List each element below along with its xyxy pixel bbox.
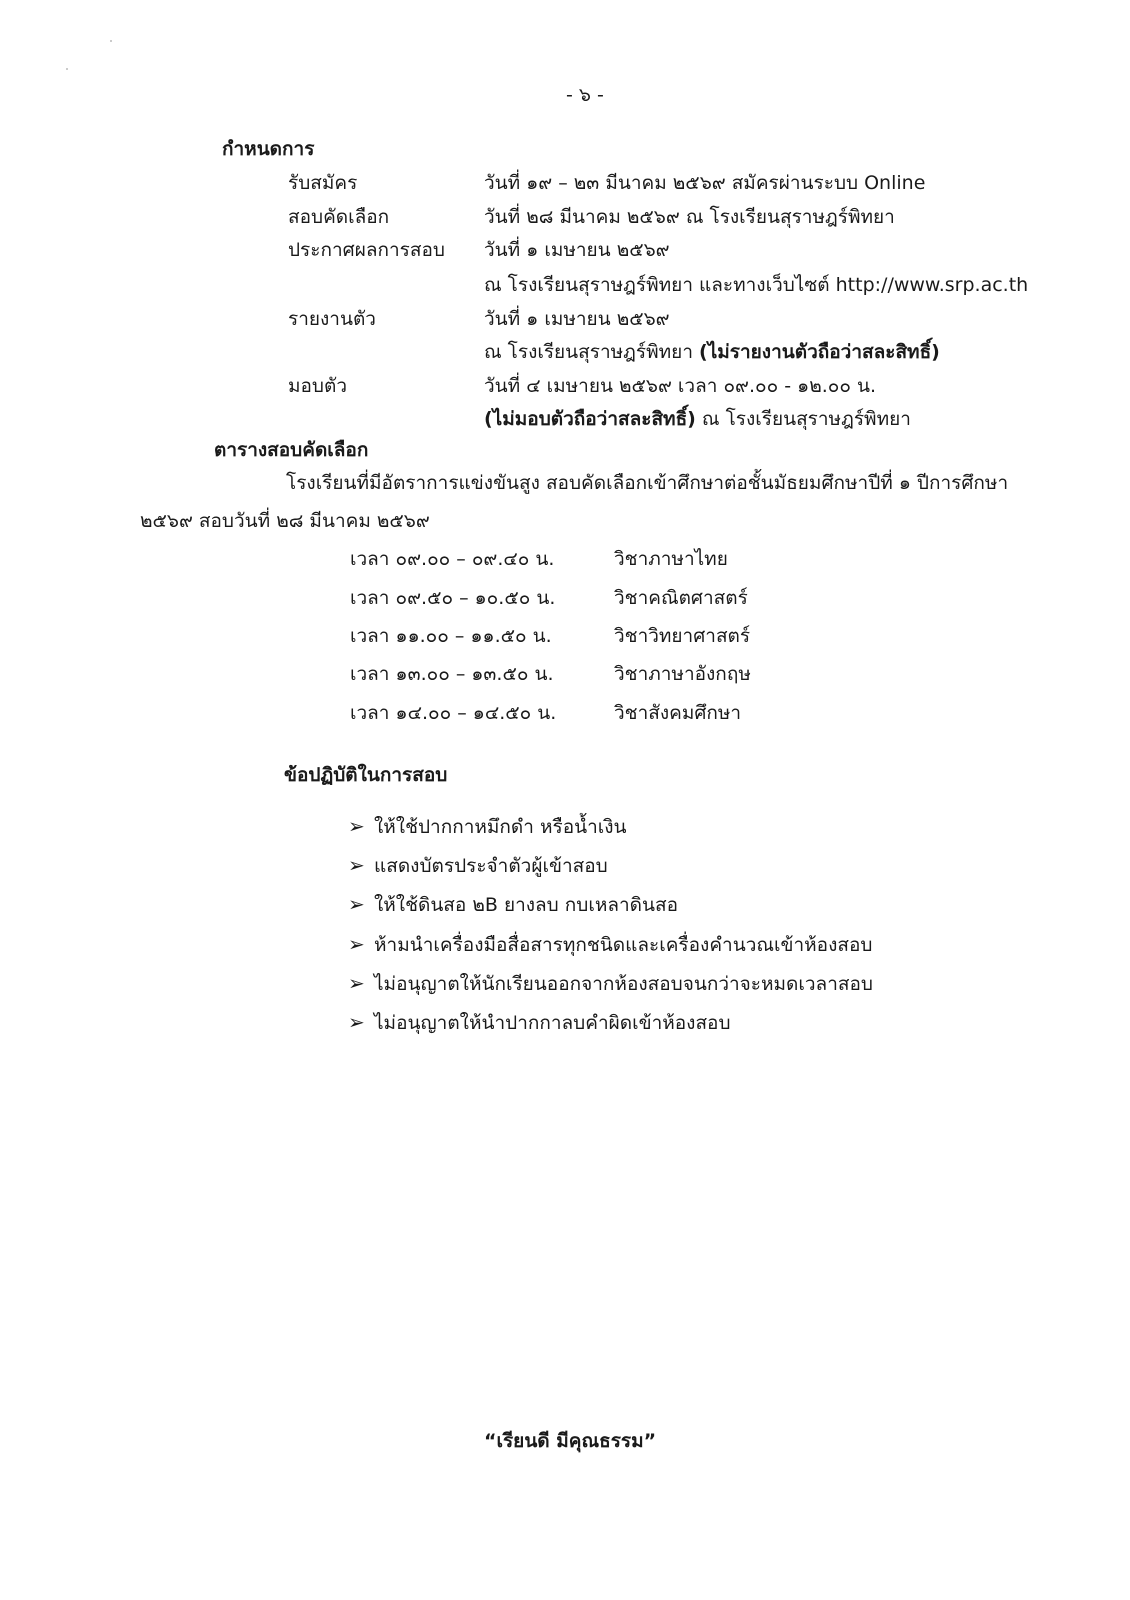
arrow-bullet-icon: ➢: [348, 814, 365, 838]
schedule-label-results: ประกาศผลการสอบ: [288, 239, 445, 261]
session-time: เวลา ๐๙.๕๐ – ๑๐.๕๐ น.: [350, 587, 556, 609]
rule-item: [348, 855, 608, 876]
session-subject: วิชาวิทยาศาสตร์: [614, 625, 751, 647]
session-time: เวลา ๑๑.๐๐ – ๑๑.๕๐ น.: [350, 625, 552, 647]
rule-item: [348, 816, 627, 837]
session-subject: วิชาสังคมศึกษา: [614, 702, 742, 724]
rule-text: แสดงบัตรประจำตัวผู้เข้าสอบ: [374, 855, 608, 877]
rule-item: [348, 973, 873, 994]
exam-intro-line2: ๒๕๖๙ สอบวันที่ ๒๘ มีนาคม ๒๕๖๙: [140, 510, 430, 532]
schedule-enroll-location: [484, 410, 911, 429]
report-location-text: ณ โรงเรียนสุราษฎร์พิทยา: [484, 341, 700, 363]
schedule-report-location: [484, 343, 940, 362]
exam-intro-line1: โรงเรียนที่มีอัตราการแข่งขันสูง สอบคัดเลือกเข้าศึกษาต่อชั้นมัธยมศึกษาปีที่ ๑ ปีการศึกษา: [286, 472, 1009, 494]
school-motto: “เรียนดี มีคุณธรรม”: [484, 1430, 657, 1452]
session-time: เวลา ๐๙.๐๐ – ๐๙.๔๐ น.: [350, 548, 555, 570]
session-time: เวลา ๑๔.๐๐ – ๑๔.๕๐ น.: [350, 702, 557, 724]
rule-item: [348, 894, 678, 915]
rule-text: ไม่อนุญาตให้นำปากกาลบคำผิดเข้าห้องสอบ: [374, 1012, 731, 1034]
rule-text: ให้ใช้ดินสอ ๒B ยางลบ กบเหลาดินสอ: [374, 894, 678, 916]
report-forfeit-note: (ไม่รายงานตัวถือว่าสละสิทธิ์): [699, 341, 940, 363]
schedule-label-report: รายงานตัว: [288, 308, 376, 330]
schedule-label-apply: รับสมัคร: [288, 172, 358, 194]
rules-heading: ข้อปฏิบัติในการสอบ: [284, 764, 448, 786]
rule-item: [348, 934, 872, 955]
scan-speck: [66, 68, 68, 70]
arrow-bullet-icon: ➢: [348, 932, 365, 956]
arrow-bullet-icon: ➢: [348, 892, 365, 916]
rule-text: ไม่อนุญาตให้นักเรียนออกจากห้องสอบจนกว่าจะหมดเวลาสอบ: [374, 973, 873, 995]
enroll-location-text: ณ โรงเรียนสุราษฎร์พิทยา: [695, 408, 911, 430]
schedule-date-enroll: วันที่ ๔ เมษายน ๒๕๖๙ เวลา ๐๙.๐๐ - ๑๒.๐๐ น.: [484, 375, 877, 397]
schedule-date-results: วันที่ ๑ เมษายน ๒๕๖๙: [484, 239, 670, 261]
schedule-date-report: วันที่ ๑ เมษายน ๒๕๖๙: [484, 308, 670, 330]
session-subject: วิชาภาษาไทย: [614, 548, 728, 570]
arrow-bullet-icon: ➢: [348, 971, 365, 995]
schedule-label-enroll: มอบตัว: [288, 375, 348, 397]
rule-item: [348, 1012, 731, 1033]
schedule-date-exam: วันที่ ๒๘ มีนาคม ๒๕๖๙ ณ โรงเรียนสุราษฎร์พิทยา: [484, 206, 895, 228]
schedule-label-exam: สอบคัดเลือก: [288, 206, 390, 228]
scan-speck: [110, 40, 112, 42]
schedule-date-apply: วันที่ ๑๙ – ๒๓ มีนาคม ๒๕๖๙ สมัครผ่านระบบ Online: [484, 172, 926, 194]
session-subject: วิชาคณิตศาสตร์: [614, 587, 748, 609]
arrow-bullet-icon: ➢: [348, 853, 365, 877]
page-number: - ๖ -: [566, 84, 604, 106]
rule-text: ห้ามนำเครื่องมือสื่อสารทุกชนิดและเครื่องคำนวณเข้าห้องสอบ: [374, 934, 873, 956]
session-subject: วิชาภาษาอังกฤษ: [614, 663, 751, 685]
rule-text: ให้ใช้ปากกาหมึกดำ หรือน้ำเงิน: [374, 816, 627, 838]
arrow-bullet-icon: ➢: [348, 1010, 365, 1034]
schedule-results-location: ณ โรงเรียนสุราษฎร์พิทยา และทางเว็บไซต์ http://www.srp.ac.th: [484, 274, 1029, 296]
enroll-forfeit-note: (ไม่มอบตัวถือว่าสละสิทธิ์): [484, 408, 696, 430]
schedule-heading: กำหนดการ: [222, 138, 315, 160]
session-time: เวลา ๑๓.๐๐ – ๑๓.๕๐ น.: [350, 663, 554, 685]
exam-table-heading: ตารางสอบคัดเลือก: [214, 439, 369, 461]
